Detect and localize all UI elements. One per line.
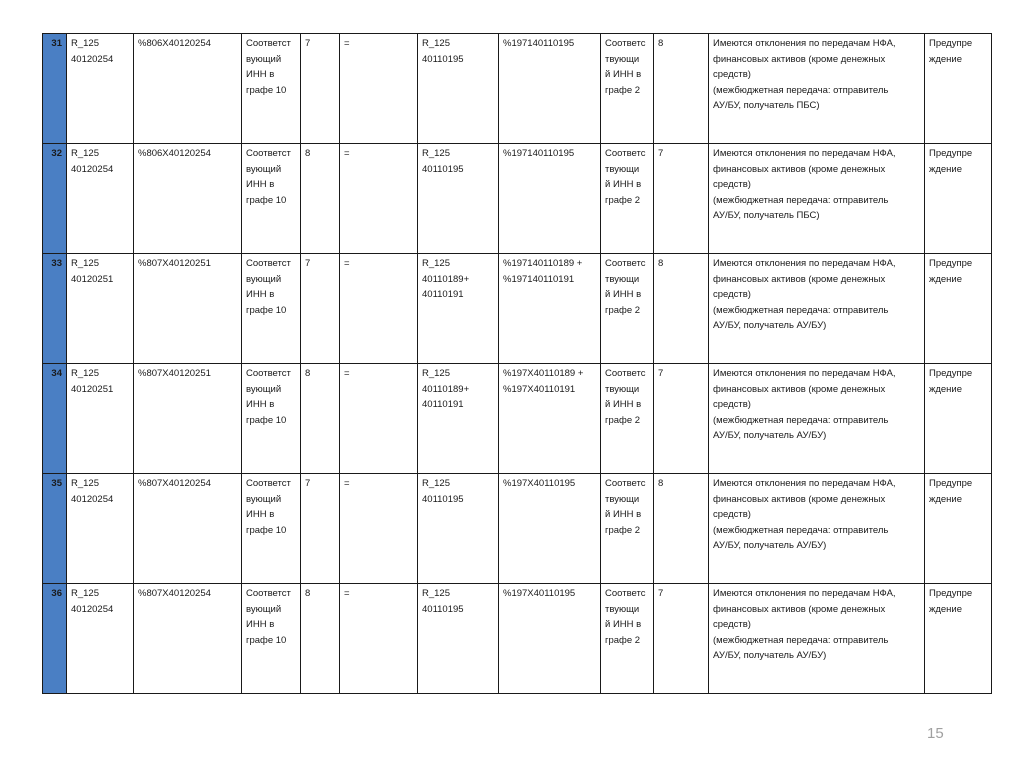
cell-line: вующий [246,163,282,175]
cell-line: Имеются отклонения по передачам НФА, [713,258,896,269]
column-a-cell: 8 [301,364,340,474]
match-right-cell [601,34,654,144]
cell-line: %807X40120254 [138,478,211,489]
cell-line: %807X40120251 [138,258,211,269]
row-number-cell: 36 [43,584,67,694]
cell-line: финансовых активов (кроме денежных [713,603,886,615]
operator-cell: = [340,474,418,584]
cell-line: R_125 [71,368,99,379]
match-left-cell [242,584,301,694]
cell-line: АУ/БУ, получатель АУ/БУ) [713,320,827,331]
validation-rules-table [42,33,992,694]
cell-line: средств) [713,179,751,190]
cell-line: %197140110195 [503,148,575,159]
code-right-cell [418,474,499,584]
cell-line: твующи [605,163,640,175]
cell-line: %197140110195 [503,38,575,49]
match-right-cell [601,474,654,584]
match-left-cell [242,254,301,364]
column-b-cell: 8 [654,254,709,364]
cell-line: й ИНН в [605,619,642,630]
match-left-cell [242,144,301,254]
cell-line: (межбюджетная передача: отправитель [713,84,889,96]
cell-line: средств) [713,69,751,80]
formula-right-cell [499,364,601,474]
cell-line: Соответст [246,38,291,49]
match-right-cell [601,364,654,474]
severity-cell [925,584,992,694]
cell-line: R_125 [422,38,450,49]
description-cell [709,254,925,364]
cell-line: ждение [929,163,963,175]
formula-left-cell [134,34,242,144]
cell-line: Имеются отклонения по передачам НФА, [713,368,896,379]
cell-line: R_125 [71,478,99,489]
cell-line: Соответс [605,148,646,159]
table-row [43,254,992,364]
cell-line: вующий [246,603,282,615]
cell-line: АУ/БУ, получатель АУ/БУ) [713,540,827,551]
cell-line: графе 2 [605,84,641,96]
cell-line: ИНН в [246,399,275,410]
cell-line: R_125 [422,478,450,489]
cell-line: АУ/БУ, получатель АУ/БУ) [713,650,827,661]
cell-line: Соответст [246,368,291,379]
formula-right-cell [499,584,601,694]
cell-line: %807X40120254 [138,588,211,599]
cell-line: графе 10 [246,304,287,316]
cell-line: средств) [713,289,751,300]
cell-line: Соответс [605,588,646,599]
cell-line: средств) [713,509,751,520]
operator-cell: = [340,144,418,254]
cell-line: графе 2 [605,414,641,426]
code-right-cell [418,144,499,254]
page-number: 15 [927,725,944,742]
cell-line: финансовых активов (кроме денежных [713,163,886,175]
cell-line: графе 10 [246,84,287,96]
cell-line: 40120254 [71,53,114,65]
cell-line: ИНН в [246,509,275,520]
cell-line: ИНН в [246,179,275,190]
code-right-cell [418,364,499,474]
table-row [43,144,992,254]
cell-line: R_125 [422,368,450,379]
cell-line: R_125 [422,588,450,599]
code-left-cell [67,144,134,254]
code-left-cell [67,474,134,584]
cell-line: средств) [713,619,751,630]
cell-line: вующий [246,53,282,65]
column-b-cell: 8 [654,474,709,584]
table-row [43,584,992,694]
description-cell [709,34,925,144]
row-number-cell: 33 [43,254,67,364]
cell-line: Имеются отклонения по передачам НФА, [713,588,896,599]
cell-line: ждение [929,273,963,285]
cell-line: графе 2 [605,304,641,316]
table-row [43,364,992,474]
row-number-cell: 35 [43,474,67,584]
cell-line: графе 10 [246,524,287,536]
cell-line: %806X40120254 [138,38,211,49]
cell-line: (межбюджетная передача: отправитель [713,194,889,206]
cell-line: финансовых активов (кроме денежных [713,53,886,65]
cell-line: 40110195 [422,603,464,615]
cell-line: средств) [713,399,751,410]
code-right-cell [418,34,499,144]
code-left-cell [67,254,134,364]
cell-line: Соответст [246,478,291,489]
cell-line: твующи [605,273,640,285]
severity-cell [925,144,992,254]
cell-line: %807X40120251 [138,368,211,379]
code-left-cell [67,34,134,144]
severity-cell [925,254,992,364]
column-a-cell: 7 [301,254,340,364]
row-number-cell: 31 [43,34,67,144]
cell-line: Соответст [246,148,291,159]
cell-line: АУ/БУ, получатель ПБС) [713,210,820,221]
row-number-cell: 32 [43,144,67,254]
cell-line: %197X40110191 [503,383,576,395]
column-b-cell: 7 [654,584,709,694]
cell-line: Соответст [246,588,291,599]
cell-line: графе 2 [605,634,641,646]
code-right-cell [418,254,499,364]
column-b-cell: 8 [654,34,709,144]
cell-line: 40120254 [71,603,114,615]
cell-line: 40110189+ [422,383,470,395]
cell-line: Соответс [605,368,646,379]
cell-line: графе 2 [605,194,641,206]
row-number-cell: 34 [43,364,67,474]
match-left-cell [242,364,301,474]
cell-line: ИНН в [246,619,275,630]
cell-line: графе 10 [246,194,287,206]
cell-line: 40110195 [422,163,464,175]
cell-line: Соответс [605,38,646,49]
cell-line: Имеются отклонения по передачам НФА, [713,148,896,159]
description-cell [709,364,925,474]
cell-line: графе 10 [246,634,287,646]
cell-line: %197X40110195 [503,588,576,599]
cell-line: %197X40110195 [503,478,576,489]
column-a-cell: 7 [301,34,340,144]
match-left-cell [242,474,301,584]
cell-line: (межбюджетная передача: отправитель [713,304,889,316]
operator-cell: = [340,364,418,474]
match-left-cell [242,34,301,144]
cell-line: Имеются отклонения по передачам НФА, [713,38,896,49]
cell-line: финансовых активов (кроме денежных [713,273,886,285]
description-cell [709,144,925,254]
cell-line: й ИНН в [605,179,642,190]
cell-line: ждение [929,493,963,505]
cell-line: вующий [246,493,282,505]
cell-line: графе 2 [605,524,641,536]
cell-line: 40110189+ [422,273,470,285]
formula-left-cell [134,144,242,254]
code-left-cell [67,364,134,474]
cell-line: 40120251 [71,273,114,285]
cell-line: графе 10 [246,414,287,426]
cell-line: ИНН в [246,69,275,80]
description-cell [709,584,925,694]
severity-cell [925,34,992,144]
cell-line: R_125 [71,148,99,159]
cell-line: й ИНН в [605,69,642,80]
cell-line: 40110195 [422,493,464,505]
cell-line: твующи [605,603,640,615]
cell-line: R_125 [422,148,450,159]
formula-right-cell [499,474,601,584]
cell-line: 40120251 [71,383,114,395]
cell-line: АУ/БУ, получатель АУ/БУ) [713,430,827,441]
cell-line: ждение [929,53,963,65]
match-right-cell [601,144,654,254]
cell-line: ждение [929,603,963,615]
formula-right-cell [499,254,601,364]
cell-line: ждение [929,383,963,395]
cell-line: R_125 [422,258,450,269]
cell-line: %806X40120254 [138,148,211,159]
cell-line: Предупре [929,478,973,489]
column-a-cell: 7 [301,474,340,584]
formula-left-cell [134,474,242,584]
match-right-cell [601,254,654,364]
cell-line: 40110191 [422,289,464,300]
cell-line: Предупре [929,38,973,49]
cell-line: %197140110189 + [503,258,583,269]
cell-line: финансовых активов (кроме денежных [713,383,886,395]
cell-line: Соответс [605,258,646,269]
operator-cell: = [340,34,418,144]
cell-line: й ИНН в [605,399,642,410]
cell-line: твующи [605,383,640,395]
cell-line: (межбюджетная передача: отправитель [713,414,889,426]
cell-line: 40110195 [422,53,464,65]
table-row [43,34,992,144]
cell-line: вующий [246,273,282,285]
cell-line: R_125 [71,588,99,599]
cell-line: 40120254 [71,493,114,505]
formula-left-cell [134,254,242,364]
cell-line: Имеются отклонения по передачам НФА, [713,478,896,489]
match-right-cell [601,584,654,694]
cell-line: финансовых активов (кроме денежных [713,493,886,505]
formula-right-cell [499,144,601,254]
cell-line: Предупре [929,148,973,159]
cell-line: й ИНН в [605,289,642,300]
table-body [43,34,992,694]
formula-left-cell [134,364,242,474]
cell-line: (межбюджетная передача: отправитель [713,634,889,646]
cell-line: Предупре [929,258,973,269]
cell-line: АУ/БУ, получатель ПБС) [713,100,820,111]
description-cell [709,474,925,584]
cell-line: твующи [605,493,640,505]
cell-line: й ИНН в [605,509,642,520]
table-row [43,474,992,584]
formula-right-cell [499,34,601,144]
code-right-cell [418,584,499,694]
column-a-cell: 8 [301,144,340,254]
cell-line: 40120254 [71,163,114,175]
cell-line: %197X40110189 + [503,368,584,379]
cell-line: (межбюджетная передача: отправитель [713,524,889,536]
cell-line: Предупре [929,588,973,599]
cell-line: Соответс [605,478,646,489]
column-a-cell: 8 [301,584,340,694]
operator-cell: = [340,584,418,694]
cell-line: R_125 [71,258,99,269]
formula-left-cell [134,584,242,694]
cell-line: твующи [605,53,640,65]
column-b-cell: 7 [654,364,709,474]
cell-line: Соответст [246,258,291,269]
code-left-cell [67,584,134,694]
cell-line: %197140110191 [503,273,575,285]
cell-line: R_125 [71,38,99,49]
cell-line: Предупре [929,368,973,379]
cell-line: 40110191 [422,399,464,410]
severity-cell [925,364,992,474]
severity-cell [925,474,992,584]
cell-line: вующий [246,383,282,395]
operator-cell: = [340,254,418,364]
cell-line: ИНН в [246,289,275,300]
column-b-cell: 7 [654,144,709,254]
